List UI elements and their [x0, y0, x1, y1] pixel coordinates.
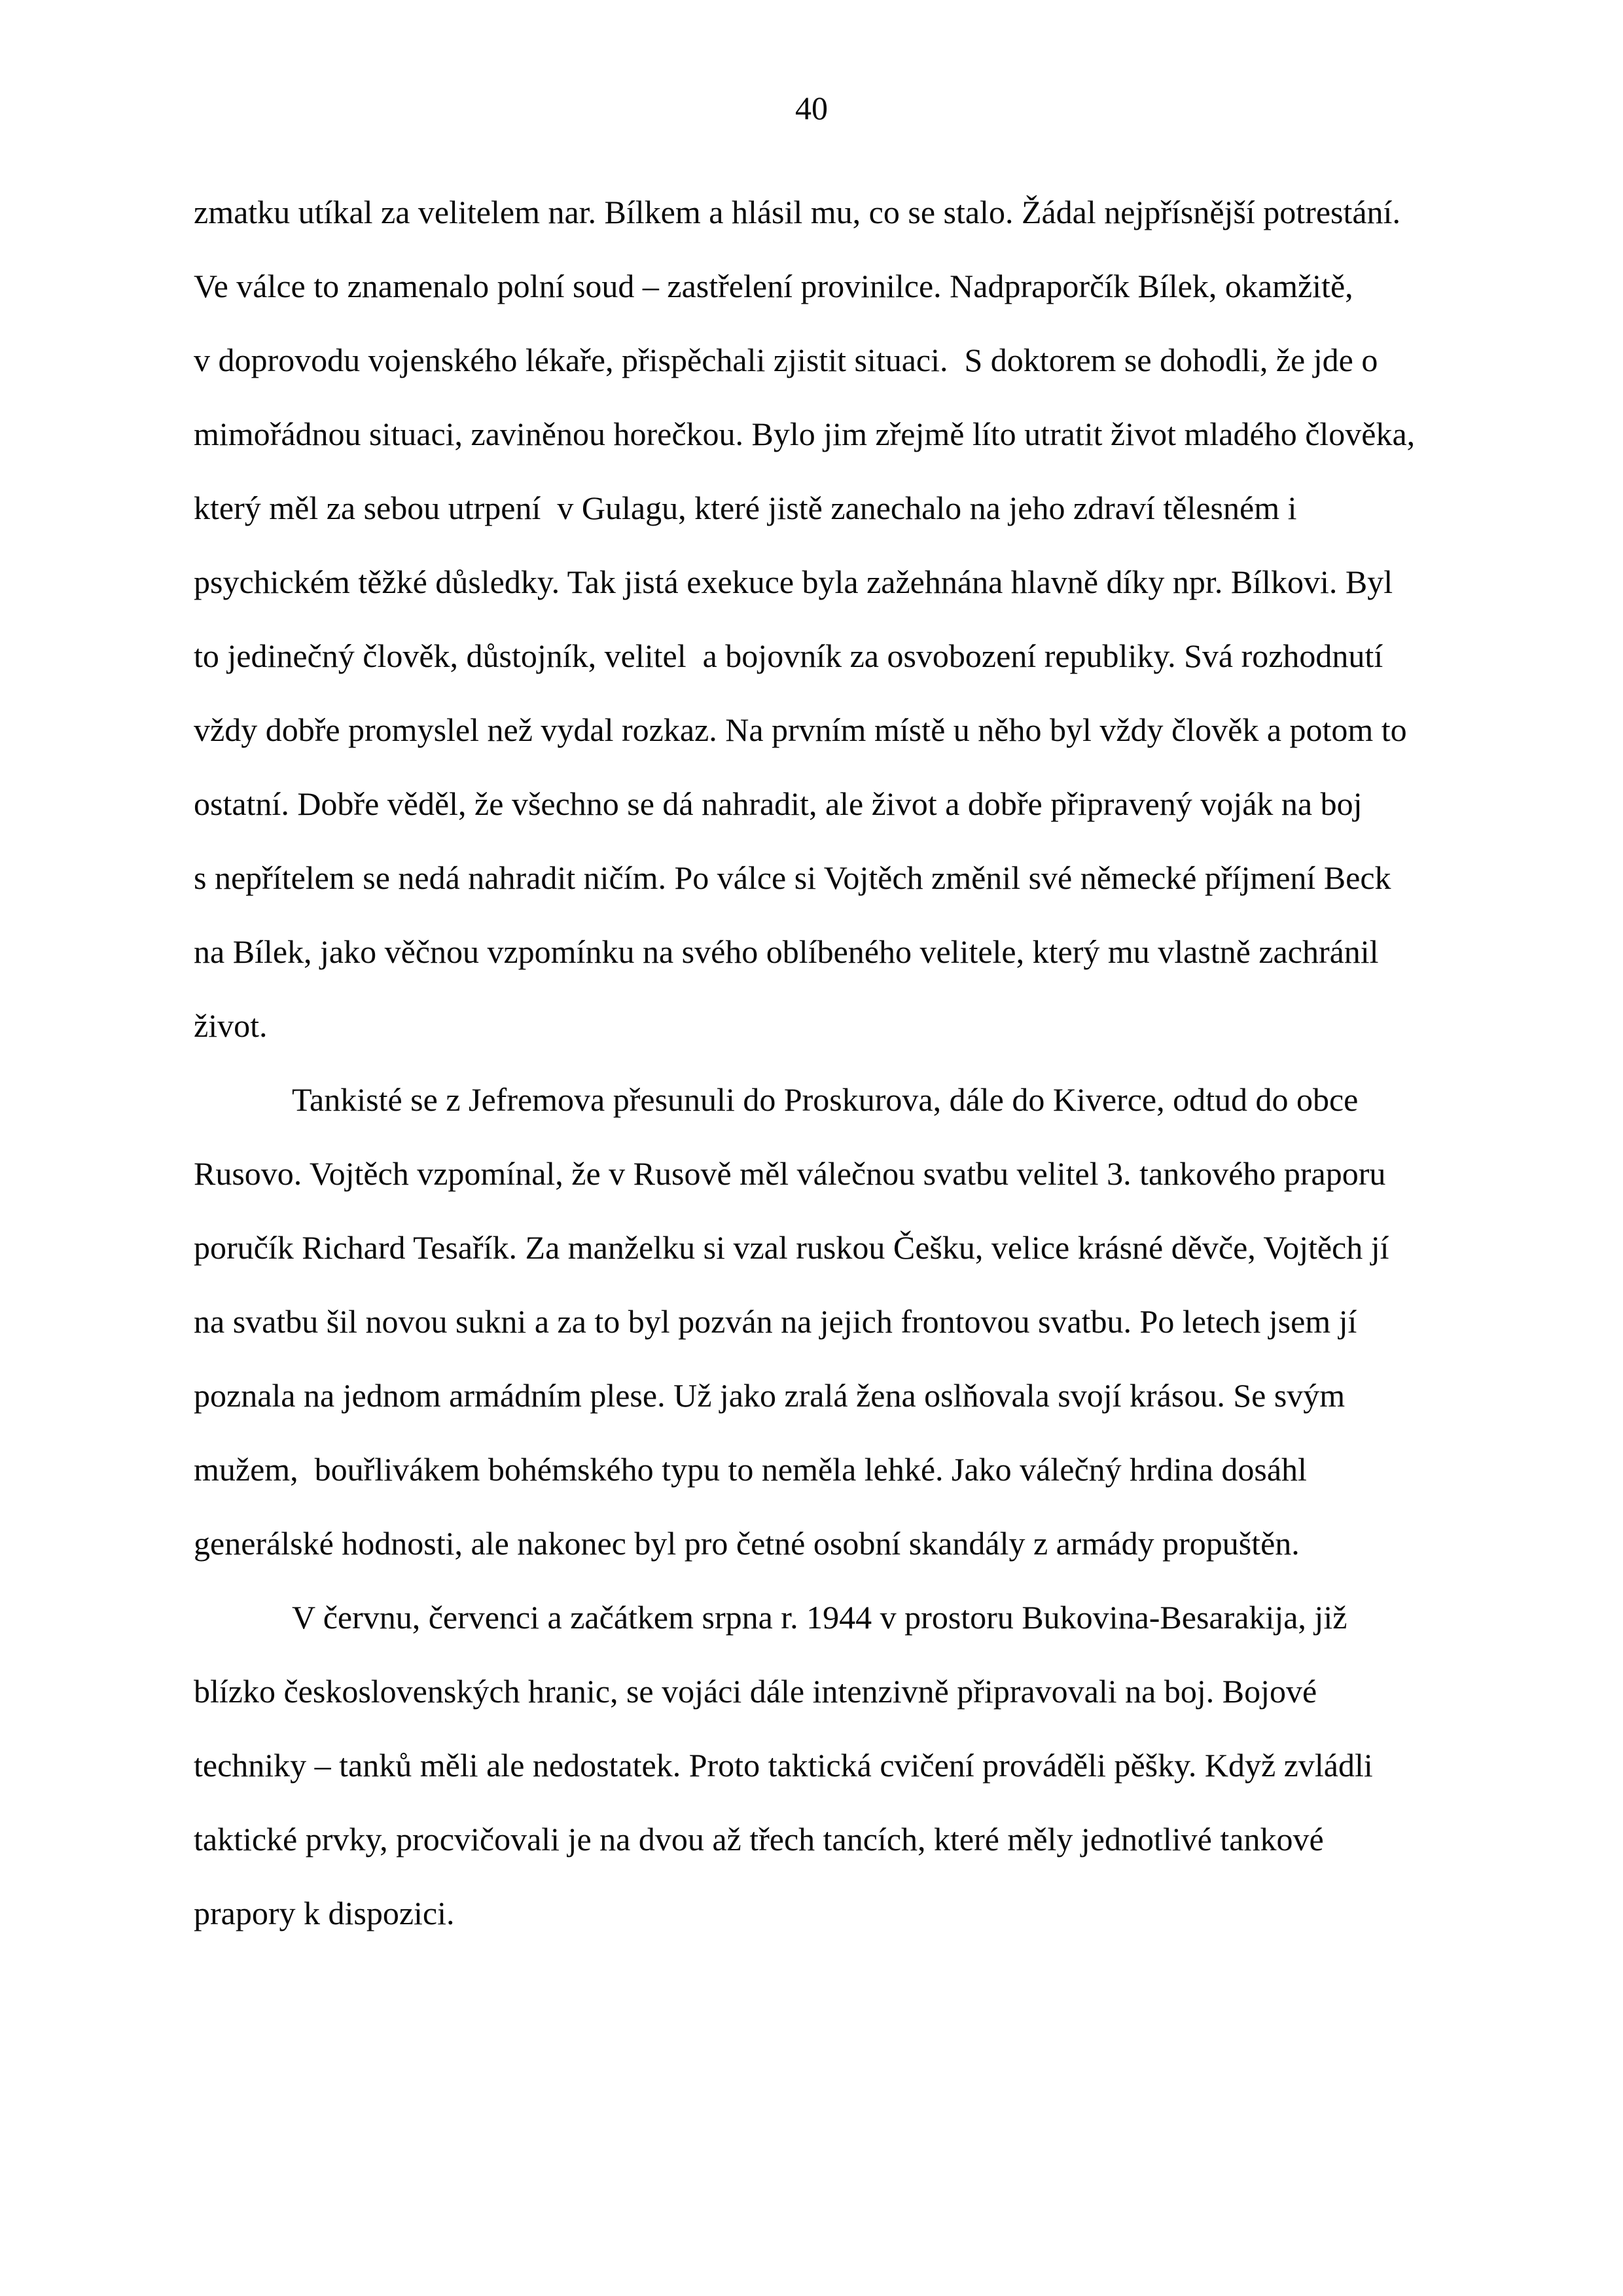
text-line: blízko československých hranic, se vojáci dále intenzivně připravovali na boj. Bojové [194, 1673, 1317, 1710]
text-line: Rusovo. Vojtěch vzpomínal, že v Rusově měl válečnou svatbu velitel 3. tankového praporu [194, 1155, 1386, 1192]
text-line: zmatku utíkal za velitelem nar. Bílkem a hlásil mu, co se stalo. Žádal nejpřísnější potrestání. [194, 194, 1400, 230]
text-line: taktické prvky, procvičovali je na dvou až třech tancích, které měly jednotlivé tankové [194, 1821, 1324, 1857]
text-line: V červnu, červenci a začátkem srpna r. 1944 v prostoru Bukovina-Besarakija, již [292, 1599, 1347, 1636]
text-line: techniky – tanků měli ale nedostatek. Proto taktická cvičení prováděli pěšky. Když zvládli [194, 1747, 1373, 1784]
text-line: prapory k dispozici. [194, 1895, 455, 1931]
text-line: mužem, bouřlivákem bohémského typu to neměla lehké. Jako válečný hrdina dosáhl [194, 1451, 1307, 1488]
text-line: na Bílek, jako věčnou vzpomínku na svého oblíbeného velitele, který mu vlastně zachránil [194, 933, 1379, 970]
text-line: mimořádnou situaci, zaviněnou horečkou. Bylo jim zřejmě líto utratit život mladého člověka, [194, 416, 1416, 452]
text-line: vždy dobře promyslel než vydal rozkaz. Na prvním místě u něho byl vždy člověk a potom to [194, 711, 1407, 748]
text-line: v doprovodu vojenského lékaře, přispěchali zjistit situaci. S doktorem se dohodli, že jde o [194, 342, 1378, 378]
text-line: poznala na jednom armádním plese. Už jako zralá žena oslňovala svojí krásou. Se svým [194, 1377, 1346, 1414]
text-line: který měl za sebou utrpení v Gulagu, které jistě zanechalo na jeho zdraví tělesném i [194, 490, 1297, 526]
page-number: 40 [795, 90, 828, 126]
text-line: na svatbu šil novou sukni a za to byl pozván na jejich frontovou svatbu. Po letech jsem jí [194, 1303, 1357, 1340]
document-body [194, 175, 1457, 1950]
text-line: život. [194, 1007, 268, 1044]
text-line: Ve válce to znamenalo polní soud – zastřelení provinilce. Nadpraporčík Bílek, okamžitě, [194, 268, 1353, 304]
text-line: poručík Richard Tesařík. Za manželku si vzal ruskou Češku, velice krásné děvče, Vojtěch jí [194, 1229, 1389, 1266]
text-line: ostatní. Dobře věděl, že všechno se dá nahradit, ale život a dobře připravený voják na boj [194, 785, 1363, 822]
text-line: generálské hodnosti, ale nakonec byl pro četné osobní skandály z armády propuštěn. [194, 1525, 1300, 1562]
text-line: psychickém těžké důsledky. Tak jistá exekuce byla zažehnána hlavně díky npr. Bílkovi. Byl [194, 564, 1393, 600]
text-line: Tankisté se z Jefremova přesunuli do Proskurova, dále do Kiverce, odtud do obce [292, 1081, 1359, 1118]
text-line: s nepřítelem se nedá nahradit ničím. Po válce si Vojtěch změnil své německé příjmení Beck [194, 859, 1391, 896]
text-line: to jedinečný člověk, důstojník, velitel a bojovník za osvobození republiky. Svá rozhodnutí [194, 637, 1383, 674]
